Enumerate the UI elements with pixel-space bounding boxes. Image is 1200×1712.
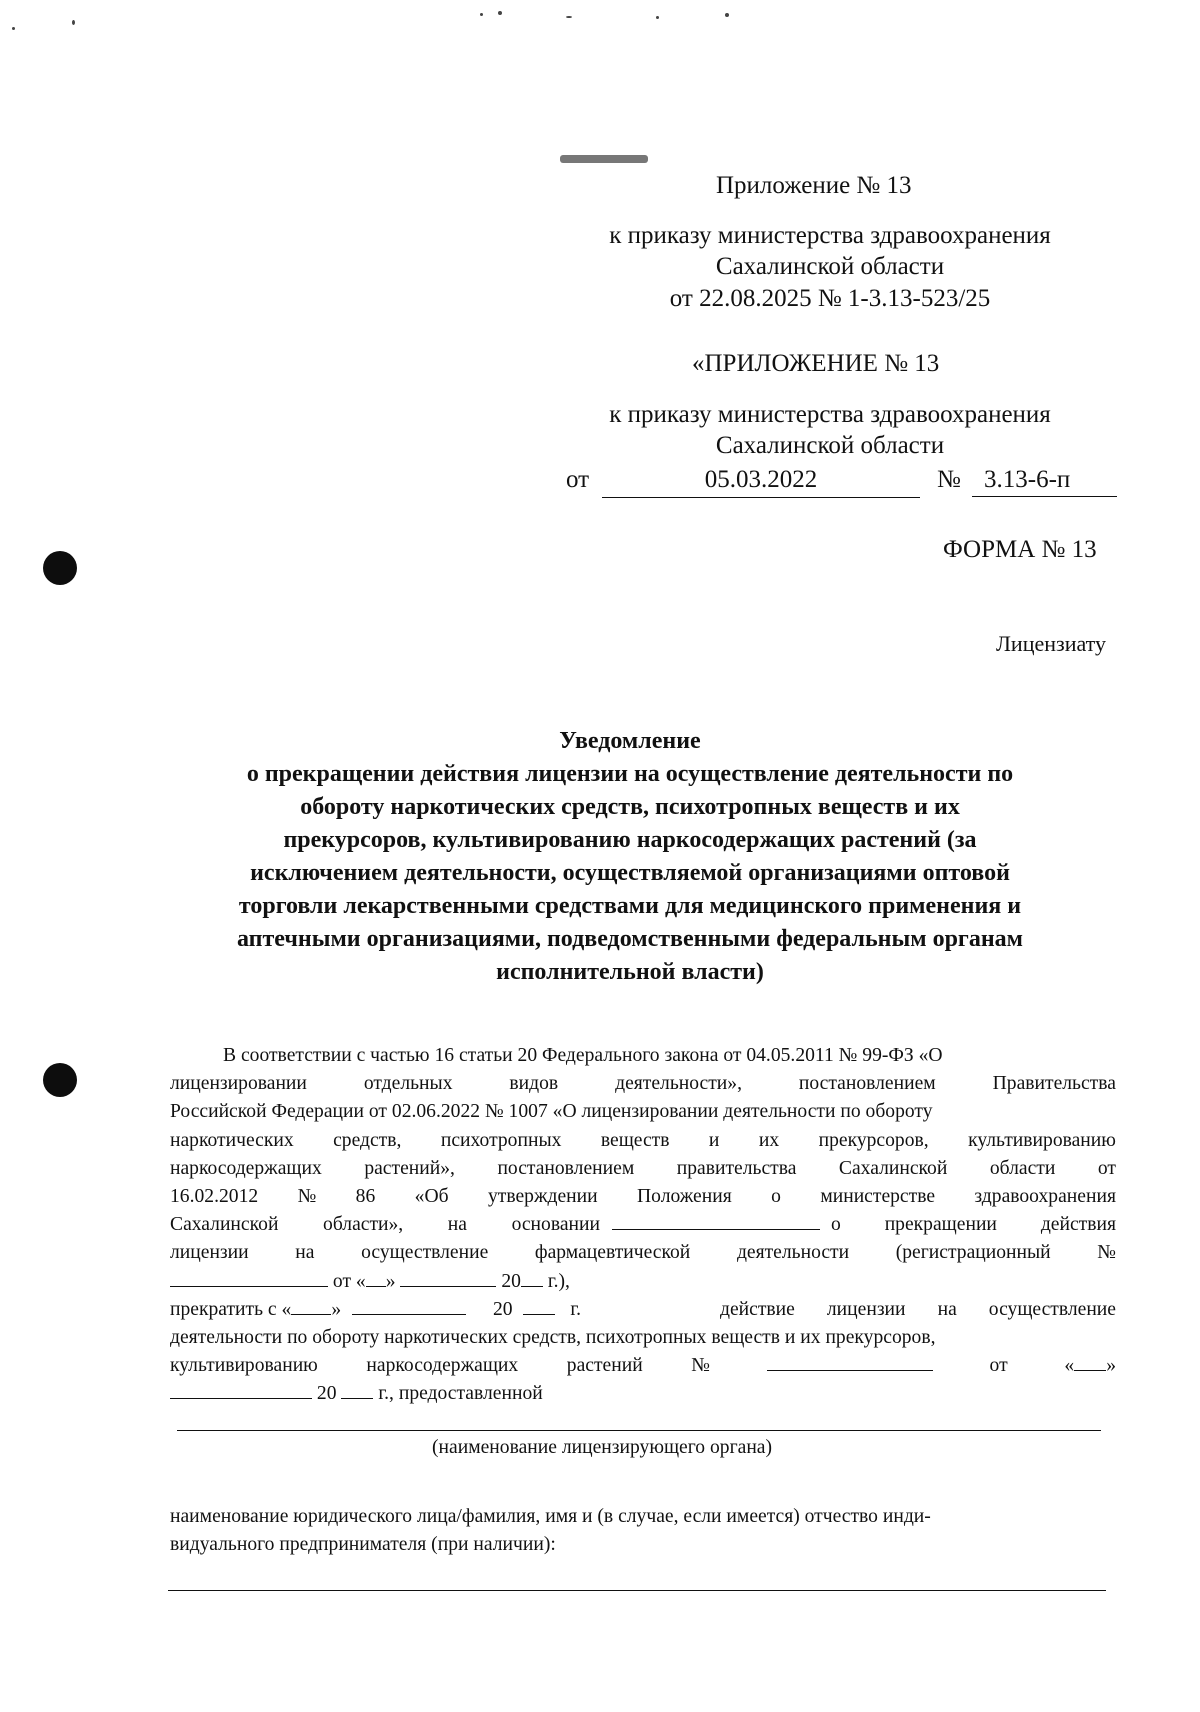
- reg-month-blank[interactable]: [400, 1268, 496, 1287]
- body-word: Сахалинской: [170, 1214, 279, 1236]
- body-word: лицензировании: [170, 1073, 307, 1095]
- body-word: о: [771, 1185, 781, 1207]
- body-text: деятельности по обороту наркотических средств, психотропных веществ и их прекурсоров,: [170, 1326, 936, 1348]
- body-text: прекратить с «: [170, 1298, 292, 1320]
- body-text: 20: [501, 1270, 521, 1292]
- scan-speck: [566, 16, 572, 18]
- body-text: г., предоставленной: [378, 1383, 543, 1405]
- body-word: средств,: [333, 1129, 402, 1151]
- stop-day-blank[interactable]: [291, 1296, 331, 1315]
- scan-speck: [498, 11, 502, 15]
- body-word: утверждении: [487, 1185, 598, 1207]
- body-word: правительства: [676, 1157, 797, 1179]
- body-word: Правительства: [992, 1073, 1116, 1095]
- body-text: г.: [570, 1298, 582, 1320]
- body-text: »: [385, 1270, 396, 1292]
- body-text: г.),: [547, 1270, 570, 1292]
- body-text: »: [331, 1298, 342, 1320]
- body-word: министерстве: [820, 1185, 936, 1207]
- body-word: деятельности»,: [615, 1073, 742, 1095]
- body-word: (регистрационный: [895, 1242, 1051, 1264]
- appendix-order-ref: от 22.08.2025 № 1-3.13-523/25: [669, 285, 991, 312]
- entity-name-label-2: видуального предпринимателя (при наличии):: [170, 1534, 556, 1555]
- body-word: №: [1097, 1242, 1116, 1264]
- entity-name-label-1: наименование юридического лица/фамилия, имя и (в случае, если имеется) отчество инди-: [170, 1506, 931, 1527]
- reg-number-blank[interactable]: [170, 1268, 328, 1287]
- scan-speck: [12, 27, 15, 30]
- scan-speck: [656, 16, 659, 19]
- original-region: Сахалинской области: [715, 432, 945, 459]
- body-word: культивированию: [170, 1355, 318, 1377]
- appendix-region: Сахалинской области: [715, 253, 945, 280]
- body-word: области: [989, 1157, 1056, 1179]
- punch-hole-top: [43, 551, 77, 585]
- body-word: действия: [1040, 1214, 1116, 1236]
- appendix-title: Приложение № 13: [716, 172, 912, 199]
- body-word: «Об: [414, 1185, 449, 1207]
- body-line: [170, 1042, 1116, 1070]
- licensing-authority-line[interactable]: [177, 1430, 1101, 1431]
- original-order-line: к приказу министерства здравоохранения: [609, 401, 1051, 428]
- body-line: [170, 1155, 1116, 1183]
- body-word: веществ: [600, 1129, 670, 1151]
- notice-title-line: исполнительной власти): [496, 959, 764, 985]
- body-word: наркосодержащих: [366, 1355, 519, 1377]
- licensing-authority-caption: (наименование лицензирующего органа): [432, 1437, 773, 1458]
- notice-title-line: торговли лекарственными средствами для медицинского применения и: [238, 893, 1022, 919]
- license-month-blank[interactable]: [170, 1380, 312, 1399]
- body-line: [170, 1211, 1116, 1239]
- original-no-label: №: [937, 466, 961, 493]
- body-word: наркотических: [170, 1129, 294, 1151]
- body-text: от: [989, 1355, 1008, 1377]
- scan-speck: [560, 155, 648, 163]
- body-word: №: [691, 1355, 710, 1377]
- body-word: постановлением: [798, 1073, 936, 1095]
- notice-title: [150, 725, 1110, 989]
- body-line: [170, 1127, 1116, 1155]
- body-word: растений»,: [364, 1157, 455, 1179]
- body-word: видов: [509, 1073, 559, 1095]
- body-word: Сахалинской: [838, 1157, 948, 1179]
- notice-title-line: обороту наркотических средств, психотропных веществ и их: [300, 794, 960, 820]
- body-text: В соответствии с частью 16 статьи 20 Федерального закона от 04.05.2011 № 99-ФЗ «О: [223, 1045, 943, 1066]
- body-line: [170, 1296, 1116, 1324]
- body-word: прекращении: [884, 1214, 997, 1236]
- body-word: 86: [355, 1185, 376, 1207]
- original-date: 05.03.2022: [704, 466, 818, 493]
- stop-month-blank[interactable]: [352, 1296, 466, 1315]
- body-line: [170, 1268, 1116, 1296]
- body-word: здравоохранения: [974, 1185, 1116, 1207]
- body-word: деятельности: [736, 1242, 850, 1264]
- body-word: фармацевтической: [534, 1242, 691, 1264]
- original-number: 3.13-6-п: [984, 466, 1071, 493]
- body-word: Положения: [637, 1185, 732, 1207]
- body-text: 20: [492, 1298, 513, 1320]
- body-word: основании: [511, 1214, 600, 1236]
- notice-title-line: о прекращении действия лицензии на осуществление деятельности по: [246, 761, 1014, 787]
- body-word: их: [758, 1129, 780, 1151]
- body-word: №: [297, 1185, 317, 1207]
- body-word: осуществление: [361, 1242, 489, 1264]
- original-date-field: [602, 466, 920, 498]
- entity-name-line[interactable]: [168, 1590, 1106, 1591]
- body-line: [170, 1183, 1116, 1211]
- reg-day-blank[interactable]: [366, 1268, 386, 1287]
- body-text: Российской Федерации от 02.06.2022 № 1007 «О лицензировании деятельности по обороту: [170, 1101, 933, 1123]
- original-number-field: [972, 466, 1117, 497]
- body-word: о: [831, 1214, 841, 1236]
- original-appendix-title: «ПРИЛОЖЕНИЕ № 13: [692, 350, 940, 377]
- body-word: растений: [566, 1355, 643, 1377]
- notice-title-line: исключением деятельности, осуществляемой организациями оптовой: [250, 860, 1010, 886]
- stop-year-blank[interactable]: [523, 1296, 555, 1315]
- appendix-order-line: к приказу министерства здравоохранения: [609, 222, 1051, 249]
- form-label: ФОРМА № 13: [943, 536, 1097, 563]
- body-word: 16.02.2012: [170, 1185, 259, 1207]
- notice-body: [170, 1042, 1116, 1408]
- body-word: от: [1097, 1157, 1116, 1179]
- body-word: культивированию: [968, 1129, 1116, 1151]
- reg-year-blank[interactable]: [521, 1268, 543, 1287]
- body-word: лицензии: [170, 1242, 249, 1264]
- license-year-blank[interactable]: [341, 1380, 373, 1399]
- scan-speck: [72, 20, 75, 25]
- addressee-label: Лицензиату: [996, 631, 1106, 656]
- notice-title-line: аптечными организациями, подведомственными федеральным органам: [236, 926, 1023, 952]
- license-number-blank[interactable]: [767, 1352, 933, 1371]
- license-day-blank[interactable]: [1074, 1352, 1106, 1371]
- body-word: психотропных: [440, 1129, 562, 1151]
- body-text: 20: [316, 1383, 337, 1405]
- original-from-label: от: [566, 466, 590, 493]
- body-line: [170, 1070, 1116, 1098]
- notice-title-line: Уведомление: [559, 728, 701, 754]
- body-text: »: [1106, 1355, 1116, 1377]
- body-text: «: [1064, 1355, 1075, 1377]
- scan-speck: [480, 13, 483, 16]
- notice-title-line: прекурсоров, культивированию наркосодержащих растений (за: [283, 827, 977, 853]
- body-word: действие: [720, 1298, 795, 1320]
- body-word: области»,: [323, 1214, 404, 1236]
- body-word: на: [937, 1298, 957, 1320]
- body-line: [170, 1239, 1116, 1267]
- body-word: наркосодержащих: [170, 1157, 322, 1179]
- body-word: прекурсоров,: [818, 1129, 929, 1151]
- basis-blank[interactable]: [612, 1211, 820, 1230]
- body-word: и: [708, 1129, 720, 1151]
- body-word: на: [447, 1214, 467, 1236]
- body-line: [170, 1098, 1116, 1126]
- scan-speck: [725, 13, 729, 17]
- body-word: постановлением: [497, 1157, 635, 1179]
- body-word: лицензии: [826, 1298, 906, 1320]
- body-line: [170, 1324, 1116, 1352]
- body-word: на: [295, 1242, 315, 1264]
- body-text: от «: [332, 1270, 366, 1292]
- punch-hole-bottom: [43, 1063, 77, 1097]
- body-word: отдельных: [363, 1073, 453, 1095]
- body-line: [170, 1380, 1116, 1408]
- body-line: [170, 1352, 1116, 1380]
- body-word: осуществление: [988, 1298, 1116, 1320]
